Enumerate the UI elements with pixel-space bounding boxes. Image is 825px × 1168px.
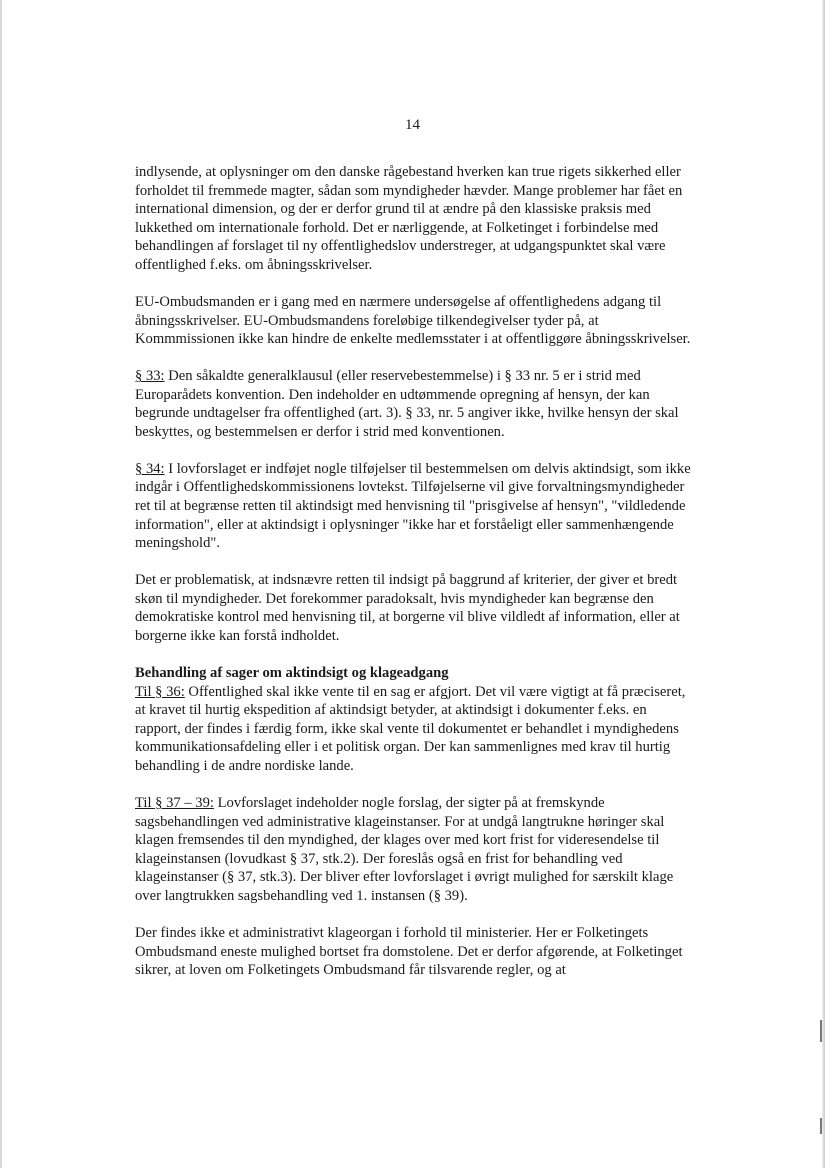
scan-mark bbox=[820, 1118, 822, 1134]
paragraph-section-33 bbox=[135, 367, 695, 441]
section-reference: Til § 36: bbox=[135, 683, 185, 700]
section-heading: Behandling af sager om aktindsigt og klageadgang bbox=[135, 665, 449, 682]
paragraph: Der findes ikke et administrativt klageorgan i forhold til ministerier. Her er Folketingets Ombudsmand eneste mulighed bortset fra domstolene. Det er derfor afgørende, at Folketinget sikrer, at loven om Folketingets Ombudsmand får tilsvarende regler, og at bbox=[135, 924, 683, 979]
page-number: 14 bbox=[405, 117, 420, 133]
paragraph-text: Offentlighed skal ikke vente til en sag er afgjort. Det vil være vigtigt at få præciseret, at kravet til hurtig ekspedition af aktindsigt betyder, at aktindsigt i dokumenter f.eks. en rapport, der findes i færdig form, ikke skal vente til dokumentet er behandlet i myndighedens kommunikationsafdeling eller i et politisk organ. Der kan sammenlignes med krav til hurtig behandling i de andre nordiske lande. bbox=[135, 683, 686, 774]
paragraph-section-36 bbox=[135, 683, 695, 776]
scan-mark bbox=[820, 1020, 822, 1042]
paragraph-section-34 bbox=[135, 460, 695, 553]
paragraph: EU-Ombudsmanden er i gang med en nærmere undersøgelse af offentlighedens adgang til åbningsskrivelser. EU-Ombudsmandens foreløbige tilkendegivelser tyder på, at Kommmissionen ikke kan hindre de enkelte medlemsstater i at offentliggøre åbningsskrivelser. bbox=[135, 293, 691, 348]
section-reference: Til § 37 – 39: bbox=[135, 794, 214, 811]
paragraph-text: Den såkaldte generalklausul (eller reservebestemmelse) i § 33 nr. 5 er i strid med Europarådets konvention. Den indeholder en udtømmende opregning af hensyn, der kan begrunde undtagelser fra offentlighed (art. 3). § 33, nr. 5 angiver ikke, hvilke hensyn der skal beskyttes, og bestemmelsen er derfor i strid med konventionen. bbox=[135, 368, 679, 440]
paragraph-text: Lovforslaget indeholder nogle forslag, der sigter på at fremskynde sagsbehandlingen ved administrative klageinstanser. For at undgå langtrukne høringer skal klagen fremsendes til den myndighed, der klages over med kort frist for videresendelse til klageinstansen (lovudkast § 37, stk.2). Der foreslås også en frist for behandling ved klageinstanser (§ 37, stk.3). Der bliver efter lovforslaget i øvrigt mulighed for særskilt klage over langtrukken sagsbehandling ved 1. instansen (§ 39). bbox=[135, 794, 674, 904]
paragraph-text: I lovforslaget er indføjet nogle tilføjelser til bestemmelsen om delvis aktindsigt, som ikke indgår i Offentlighedskommissionens lovtekst. Tilføjelserne vil give forvaltningsmyndigheder ret til at begrænse retten til aktindsigt med henvisning til "prisgivelse af hensyn", "vildledende information", eller at aktindsigt i oplysninger "ikke har et forståeligt eller sammenhængende meningshold". bbox=[135, 460, 691, 552]
section-reference: § 33: bbox=[135, 368, 165, 385]
paragraph: Det er problematisk, at indsnævre retten til indsigt på baggrund af kriterier, der giver et bredt skøn til myndigheder. Det forekommer paradoksalt, hvis myndigheder kan begrænse den demokratiske kontrol med henvisning til, at borgerne vil blive vildledt af information, eller at borgerne ikke kan forstå indholdet. bbox=[135, 572, 680, 645]
paragraph-section-37-39 bbox=[135, 794, 695, 906]
document-body bbox=[135, 163, 695, 980]
paragraph: indlysende, at oplysninger om den danske rågebestand hverken kan true rigets sikkerhed eller forholdet til fremmede magter, sådan som myndigheder hævder. Mange problemer har fået en international dimension, og der er derfor grund til at ændre på den klassiske praksis med lukkethed om internationale forhold. Det er nærliggende, at Folketinget i forbindelse med behandlingen af forslaget til ny offentlighedslov understreger, at udgangspunktet skal være offentlighed f.eks. om åbningsskrivelser. bbox=[135, 164, 683, 273]
section-reference: § 34: bbox=[135, 460, 165, 477]
scan-edge-left bbox=[0, 0, 2, 1168]
